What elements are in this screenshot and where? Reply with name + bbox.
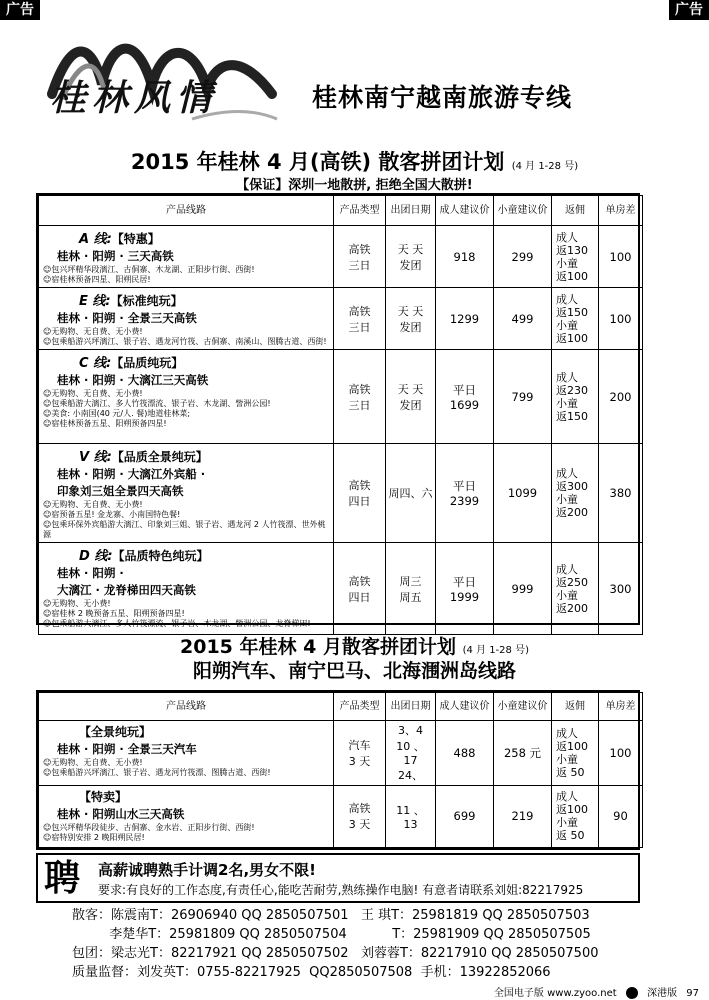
- route-name: 桂林 · 阳朔 ·: [57, 566, 124, 580]
- product-type: 高铁 四日: [334, 543, 386, 635]
- route-feature: ☺无购物、无自费、无小费!: [43, 758, 143, 768]
- route-line-code: V 线:: [79, 450, 112, 465]
- section2-table-box: [36, 690, 640, 850]
- header-child: 小童建议价: [494, 196, 552, 226]
- departure-date: 11 、 13: [386, 785, 436, 847]
- adult-price: 1299: [436, 288, 494, 350]
- table-row: [39, 444, 643, 543]
- table-row: [39, 288, 643, 350]
- ad-tag-left: 广告: [0, 0, 40, 20]
- hiring-requirement: 要求:有良好的工作态度,有责任心,能吃苦耐劳,熟练操作电脑! 有意者请联系刘姐:82217925: [98, 883, 584, 897]
- route-cell: [39, 785, 334, 847]
- section2-subtitle: 阳朔汽车、南宁巴马、北海涠洲岛线路: [192, 660, 516, 682]
- route-feature: ☺包乘环保外宾船游大漓江、印象刘三姐、银子岩、遇龙河 2 人竹筏漂、世外桃源: [43, 520, 326, 539]
- route-cell: [39, 543, 334, 635]
- route-tag: 【特卖】: [79, 789, 128, 804]
- route-feature: ☺宿桂林 2 晚预备五星、阳朔预备四星!: [43, 609, 185, 618]
- departure-date: 天 天 发团: [386, 350, 436, 444]
- route-tag: 【标准纯玩】: [110, 294, 183, 308]
- section1-table: [38, 195, 643, 635]
- child-price: 799: [494, 350, 552, 444]
- route-feature: ☺包乘船游大漓江、多人竹筏漂流、银子岩、木龙湖、訾洲公园!: [43, 399, 271, 408]
- route-name: 大漓江 · 龙脊梯田四天高铁: [57, 583, 196, 597]
- footer-edition: 深港版: [647, 988, 678, 999]
- route-tag: 【品质特色纯玩】: [112, 549, 209, 563]
- route-tag: 【品质纯玩】: [111, 356, 184, 370]
- route-line-head: [43, 228, 329, 247]
- route-feature: ☺宿桂林预备四星、阳朔民居!: [43, 275, 151, 284]
- child-price: 1099: [494, 444, 552, 543]
- table-row: [39, 543, 643, 635]
- adult-price: 918: [436, 226, 494, 288]
- edition-badge-icon: [626, 987, 638, 999]
- section1-title-note: (4 月 1-28 号): [511, 161, 579, 172]
- route-feature: ☺宿桂林预备五星、阳朔预备四星!: [43, 419, 167, 428]
- route-feature: ☺无购物、无自费、无小费!: [43, 500, 143, 509]
- slogan: 桂林南宁越南旅游专线: [312, 83, 573, 112]
- contact-line: 李楚华T：25981809 QQ 2850507504 T：25981909 QQ 2850507505: [72, 927, 591, 942]
- route-feature: ☺宿特别安排 2 晚阳朔民居!: [43, 832, 145, 842]
- route-tag: 【全景纯玩】: [79, 725, 152, 740]
- header-route: 产品线路: [39, 196, 334, 226]
- table-row: [39, 785, 643, 847]
- child-price: 999: [494, 543, 552, 635]
- route-name: 桂林 · 阳朔 · 三天高铁: [57, 249, 174, 263]
- hiring-char: 聘: [44, 858, 81, 899]
- header-type: 产品类型: [334, 693, 386, 721]
- single-supplement: 100: [599, 721, 643, 785]
- adult-price: 平日 1999: [436, 543, 494, 635]
- logo-text: 桂林风情: [50, 77, 219, 119]
- route-line-head: [43, 352, 329, 371]
- route-feature: ☺包乘船游大漓江、多人竹筏漂流、银子岩、木龙湖、訾洲公园、龙脊梯田!: [43, 619, 311, 628]
- route-name: 桂林 · 阳朔 · 大漓江三天高铁: [57, 373, 209, 387]
- departure-date: 天 天 发团: [386, 226, 436, 288]
- route-cell: [39, 288, 334, 350]
- route-feature: ☺包乘船游兴坪漓江、银子岩、遇龙河竹筏、古侗寨、南溪山、图腾古道、西街!: [43, 337, 327, 346]
- route-feature: ☺宿预备五星! 金龙寨、小南国特色餐!: [43, 510, 181, 519]
- hiring-box: [36, 853, 640, 903]
- route-name: 桂林 · 阳朔 · 全景三天汽车: [57, 742, 197, 757]
- route-tag: 【特惠】: [111, 232, 160, 246]
- adult-price: 平日 2399: [436, 444, 494, 543]
- departure-date: 周四、六: [386, 444, 436, 543]
- section2-table: [38, 692, 643, 848]
- footer-page: 97: [686, 988, 699, 999]
- header-child: 小童建议价: [494, 693, 552, 721]
- adult-price: 699: [436, 785, 494, 847]
- section1-title-text: 2015 年桂林 4 月(高铁) 散客拼团计划: [130, 150, 505, 174]
- header-rebate: 返佣: [552, 196, 599, 226]
- footer-site: 全国电子版 www.zyoo.net: [493, 988, 617, 999]
- header-date: 出团日期: [386, 693, 436, 721]
- rebate: 成人 返250 小童 返200: [552, 543, 599, 635]
- header-route: 产品线路: [39, 693, 334, 721]
- contacts: [72, 906, 599, 982]
- ad-tag-right: 广告: [669, 0, 709, 20]
- route-cell: [39, 444, 334, 543]
- header-adult: 成人建议价: [436, 693, 494, 721]
- product-type: 高铁 三日: [334, 288, 386, 350]
- single-supplement: 380: [599, 444, 643, 543]
- footer: [488, 984, 699, 999]
- rebate: 成人 返150 小童 返100: [552, 288, 599, 350]
- route-cell: [39, 721, 334, 785]
- section2-title-note: (4 月 1-28 号): [462, 645, 529, 656]
- header-single: 单房差: [599, 693, 643, 721]
- adult-price: 平日 1699: [436, 350, 494, 444]
- child-price: 219: [494, 785, 552, 847]
- single-supplement: 300: [599, 543, 643, 635]
- single-supplement: 90: [599, 785, 643, 847]
- product-type: 高铁 三日: [334, 350, 386, 444]
- route-feature: ☺无购物、无小费!: [43, 599, 111, 608]
- section2-title-text: 2015 年桂林 4 月散客拼团计划: [180, 636, 456, 658]
- table-row: [39, 226, 643, 288]
- route-line-head: [43, 545, 329, 564]
- contact-line: 散客：陈震南T：26906940 QQ 2850507501 王 琪T：25981819 QQ 2850507503: [72, 908, 590, 923]
- header-rebate: 返佣: [552, 693, 599, 721]
- product-type: 汽车 3 天: [334, 721, 386, 785]
- route-cell: [39, 226, 334, 288]
- guarantee-text: 【保证】深圳一地散拼, 拒绝全国大散拼!: [236, 178, 473, 193]
- route-feature: ☺包乘船游兴坪漓江、银子岩、遇龙河竹筏漂、图腾古道、西街!: [43, 768, 271, 778]
- route-name: 桂林 · 阳朔山水三天高铁: [57, 806, 185, 821]
- route-line-code: C 线:: [79, 356, 112, 371]
- table-row: [39, 721, 643, 785]
- product-type: 高铁 四日: [334, 444, 386, 543]
- route-cell: [39, 350, 334, 444]
- section2-title: [0, 632, 709, 659]
- contact-line: 质量监督：刘发英T：0755-82217925 QQ2850507508 手机：13922852066: [72, 965, 551, 980]
- single-supplement: 200: [599, 350, 643, 444]
- route-name: 印象刘三姐全景四天高铁: [57, 484, 184, 498]
- header-date: 出团日期: [386, 196, 436, 226]
- header-type: 产品类型: [334, 196, 386, 226]
- route-feature: ☺包兴坪精华段漓江、古侗寨、木龙湖、正阳步行街、西街!: [43, 265, 255, 274]
- product-type: 高铁 3 天: [334, 785, 386, 847]
- route-line-code: D 线:: [79, 549, 113, 564]
- child-price: 299: [494, 226, 552, 288]
- header-single: 单房差: [599, 196, 643, 226]
- child-price: 499: [494, 288, 552, 350]
- route-line-head: [43, 723, 329, 740]
- rebate: 成人 返100 小童 返 50: [552, 721, 599, 785]
- product-type: 高铁 三日: [334, 226, 386, 288]
- section1-title: [0, 146, 709, 176]
- departure-date: 周三 周五: [386, 543, 436, 635]
- adult-price: 488: [436, 721, 494, 785]
- route-name: 桂林 · 阳朔 · 全景三天高铁: [57, 311, 197, 325]
- route-line-head: [43, 290, 329, 309]
- route-feature: ☺无购物、无自费、无小费!: [43, 389, 143, 398]
- route-feature: ☺包兴坪精华段徒步、古侗寨、金水岩、正阳步行街、西街!: [43, 822, 255, 832]
- header-adult: 成人建议价: [436, 196, 494, 226]
- single-supplement: 100: [599, 288, 643, 350]
- route-feature: ☺美食: 小南国(40 元/人. 餐)地道桂林菜;: [43, 409, 191, 418]
- rebate: 成人 返130 小童 返100: [552, 226, 599, 288]
- departure-date: 3、4 10 、 17 24、: [386, 721, 436, 785]
- route-line-code: E 线:: [79, 294, 111, 309]
- table-row: [39, 350, 643, 444]
- single-supplement: 100: [599, 226, 643, 288]
- route-name: 桂林 · 阳朔 · 大漓江外宾船 ·: [57, 467, 206, 481]
- child-price: 258 元: [494, 721, 552, 785]
- route-feature: ☺无购物、无自费、无小费!: [43, 327, 143, 336]
- contact-line: 包团：梁志光T：82217921 QQ 2850507502 刘蓉蓉T：82217910 QQ 2850507500: [72, 946, 599, 961]
- rebate: 成人 返230 小童 返150: [552, 350, 599, 444]
- section1-table-box: [36, 193, 640, 628]
- hiring-title: 高薪诚聘熟手计调2名,男女不限!: [98, 861, 316, 879]
- route-tag: 【品质全景纯玩】: [111, 450, 208, 464]
- route-line-head: [43, 446, 329, 465]
- rebate: 成人 返300 小童 返200: [552, 444, 599, 543]
- rebate: 成人 返100 小童 返 50: [552, 785, 599, 847]
- route-line-code: A 线:: [79, 232, 112, 247]
- route-line-head: [43, 788, 329, 805]
- departure-date: 天 天 发团: [386, 288, 436, 350]
